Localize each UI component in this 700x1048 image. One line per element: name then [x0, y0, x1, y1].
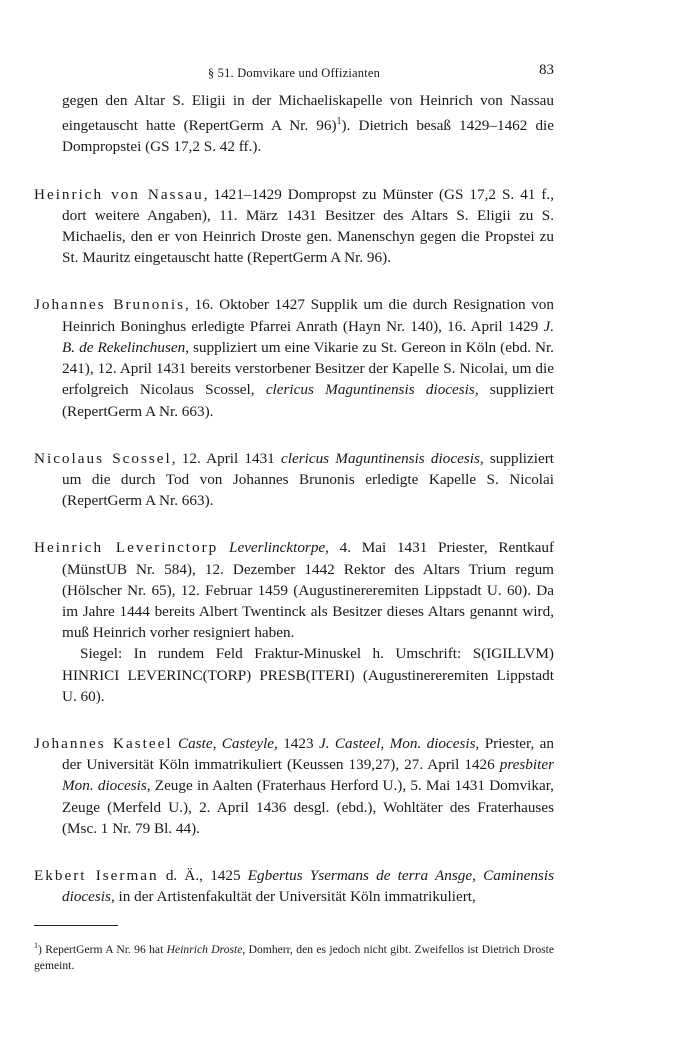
page-header	[34, 58, 554, 88]
entry-name: Ekbert Iserman	[34, 866, 159, 884]
seal-description	[62, 643, 554, 707]
entry-continuation	[34, 90, 554, 158]
entry-italic: presbiter Mon. diocesis	[62, 756, 554, 795]
entry-text: ). Dietrich besaß 1429–1462 die Dompropstei (GS 17,2 S. 42 ff.).	[62, 117, 554, 156]
entry-nicolaus-scossel	[34, 448, 554, 512]
entry-text: , in der Artistenfakultät der Universität Köln immatrikuliert,	[110, 888, 476, 906]
entry-name: Johannes Kasteel	[34, 734, 173, 752]
footnote-marker: 1	[34, 940, 38, 950]
entry-text: gegen den Altar S. Eligii in der Michaeliskapelle von Heinrich von Nassau eingetauscht hatte (RepertGerm A Nr. 96)	[62, 92, 554, 135]
entry-italic: clericus Maguntinensis diocesis	[281, 449, 480, 467]
book-page	[34, 58, 554, 985]
entry-text	[218, 539, 229, 556]
entry-text: , Priester, an der Universität Köln immatrikuliert (Keussen 139,27), 27. April 1426	[62, 734, 554, 774]
entry-italic: J. Casteel, Mon. diocesis	[318, 734, 476, 752]
entry-text: , suppliziert (RepertGerm A Nr. 663).	[62, 381, 554, 420]
entry-text: , 16. Oktober 1427 Supplik um die durch Resignation von Heinrich Boninghus erledigte Pfarrei Anrath (Hayn Nr. 140), 16. April 1429	[62, 296, 554, 335]
entry-text: , suppliziert um die durch Tod von Johannes Brunonis erledigte Kapelle S. Nicolai (RepertGerm A Nr. 663).	[62, 449, 554, 510]
entry-italic: Caste, Casteyle,	[177, 734, 278, 752]
entry-italic: Leverlincktorpe	[229, 539, 326, 557]
entry-text: , 12. April 1431	[171, 449, 281, 467]
entry-johannes-kasteel	[34, 733, 554, 839]
entry-text: 1423	[277, 734, 319, 752]
entry-name: Heinrich von Nassau	[34, 185, 204, 203]
running-head: § 51. Domvikare und Offizianten	[207, 66, 381, 80]
entry-text: , 1421–1429 Dompropst zu Münster (GS 17,2 S. 41 f., dort weitere Angaben), 11. März 1431 Besitzer des Altars S. Eligii zu S. Michaelis, den er von Heinrich Droste gen. Manenschyn gegen die Propstei zu St. Mauritz eingetauscht hatte (RepertGerm A Nr. 96).	[62, 185, 554, 267]
entry-italic: J. B. de Rekelinchusen	[62, 317, 554, 356]
entry-text: , 4. Mai 1431 Priester, Rentkauf (MünstUB Nr. 584), 12. Dezember 1442 Rektor des Altars Trium regum (Hölscher Nr. 65), 12. Februar 1459 (Augustinereremiten Lippstadt U. 60). Da im Jahre 1444 bereits Albert Twentinck als Besitzer dieses Altars genannt wird, muß Heinrich vorher resigniert haben.	[62, 539, 554, 642]
footnote-text: ) RepertGerm A Nr. 96 hat	[38, 942, 167, 956]
entry-heinrich-leverinctorp	[34, 537, 554, 707]
seal-text: Siegel: In rundem Feld Fraktur-Minuskel h. Umschrift: S(IGILLVM) HINRICI LEVERINC(TORP) PRESB(ITERI) (Augustinereremiten Lippstadt U. 60).	[62, 645, 554, 705]
page-body	[34, 90, 554, 907]
entry-name: Johannes Brunonis	[34, 296, 186, 314]
entry-johannes-brunonis	[34, 294, 554, 421]
entry-ekbert-iserman	[34, 865, 554, 907]
entry-name: Heinrich Leverinctorp	[34, 539, 219, 557]
entry-text: , Zeuge in Aalten (Fraterhaus Herford U.), 5. Mai 1431 Domvikar, Zeuge (Merfeld U.), 2. April 1436 desgl. (ebd.), Wohltäter des Fraterhauses (Msc. 1 Nr. 79 Bl. 44).	[62, 777, 554, 837]
footnote-italic: Heinrich Droste	[166, 942, 243, 956]
page-number: 83	[539, 62, 554, 78]
entry-text: d. Ä., 1425	[158, 866, 248, 884]
entry-heinrich-von-nassau	[34, 184, 554, 269]
footnote-ref: 1	[336, 116, 342, 128]
entry-italic: Egbertus Ysermans de terra Ansge, Caminensis diocesis	[62, 866, 554, 906]
footnote	[34, 938, 554, 974]
entry-text: , suppliziert um eine Vikarie zu St. Gereon in Köln (ebd. Nr. 241), 12. April 1431 bereits verstorbener Besitzer der Kapelle S. Nicolai, um die erfolgreich Nicolaus Scossel,	[62, 338, 554, 399]
footnote-rule	[34, 925, 118, 926]
entry-name: Nicolaus Scossel	[34, 449, 172, 467]
footnote-text: , Domherr, den es jedoch nicht gibt. Zweifellos ist Dietrich Droste gemeint.	[34, 942, 554, 972]
entry-italic: clericus Maguntinensis diocesis	[265, 381, 475, 399]
